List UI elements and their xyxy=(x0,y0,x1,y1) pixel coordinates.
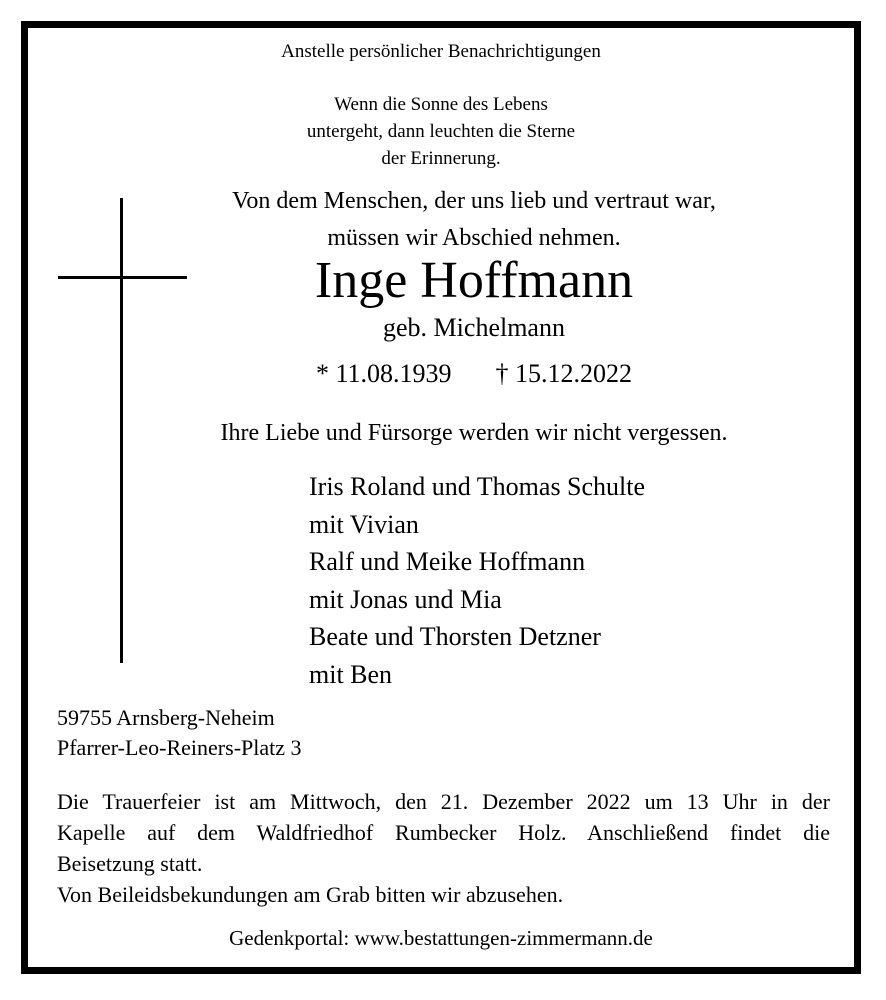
mourners-list xyxy=(309,468,645,693)
intro-line-2: müssen wir Abschied nehmen. xyxy=(327,225,621,251)
life-dates xyxy=(94,358,854,390)
condolence-note: Von Beileidsbekundungen am Grab bitten wir abzusehen. xyxy=(57,882,564,907)
death-date: † 15.12.2022 xyxy=(495,359,633,388)
poem-line-1: Wenn die Sonne des Lebens xyxy=(334,94,548,115)
address-block xyxy=(57,703,302,763)
intro-line-1: Von dem Menschen, der uns lieb und vertraut war, xyxy=(232,188,716,214)
tribute-line: Ihre Liebe und Fürsorge werden wir nicht vergessen. xyxy=(220,420,728,446)
funeral-line-3: Beisetzung statt. xyxy=(57,851,203,876)
birth-date: * 11.08.1939 xyxy=(315,359,452,388)
intro-text xyxy=(94,183,854,257)
funeral-line-1: Die Trauerfeier ist am Mittwoch, den 21. Dezember 2022 um 13 Uhr in der xyxy=(57,789,830,814)
mourner-line-1: Iris Roland und Thomas Schulte xyxy=(309,472,646,501)
mourner-line-3: Ralf und Meike Hoffmann xyxy=(309,547,586,576)
mourner-line-5: Beate und Thorsten Detzner xyxy=(309,622,601,651)
funeral-details xyxy=(57,786,830,879)
top-note: Anstelle persönlicher Benachrichtigungen xyxy=(281,41,601,62)
mourner-line-2: mit Vivian xyxy=(309,509,419,539)
poem xyxy=(28,91,854,172)
mourner-line-4: mit Jonas und Mia xyxy=(309,584,502,614)
address-line-1: 59755 Arnsberg-Neheim xyxy=(57,705,275,730)
memorial-portal-line: Gedenkportal: www.bestattungen-zimmermann.de xyxy=(229,926,653,950)
deceased-name: Inge Hoffmann xyxy=(314,252,634,309)
poem-line-3: der Erinnerung. xyxy=(381,148,501,169)
mourner-line-6: mit Ben xyxy=(309,659,393,689)
address-line-2: Pfarrer-Leo-Reiners-Platz 3 xyxy=(57,735,302,760)
poem-line-2: untergeht, dann leuchten die Sterne xyxy=(306,121,576,142)
obituary-notice xyxy=(21,21,861,974)
funeral-line-2: Kapelle auf dem Waldfriedhof Rumbecker Holz. Anschließend findet die xyxy=(57,820,830,845)
maiden-name: geb. Michelmann xyxy=(383,313,565,342)
